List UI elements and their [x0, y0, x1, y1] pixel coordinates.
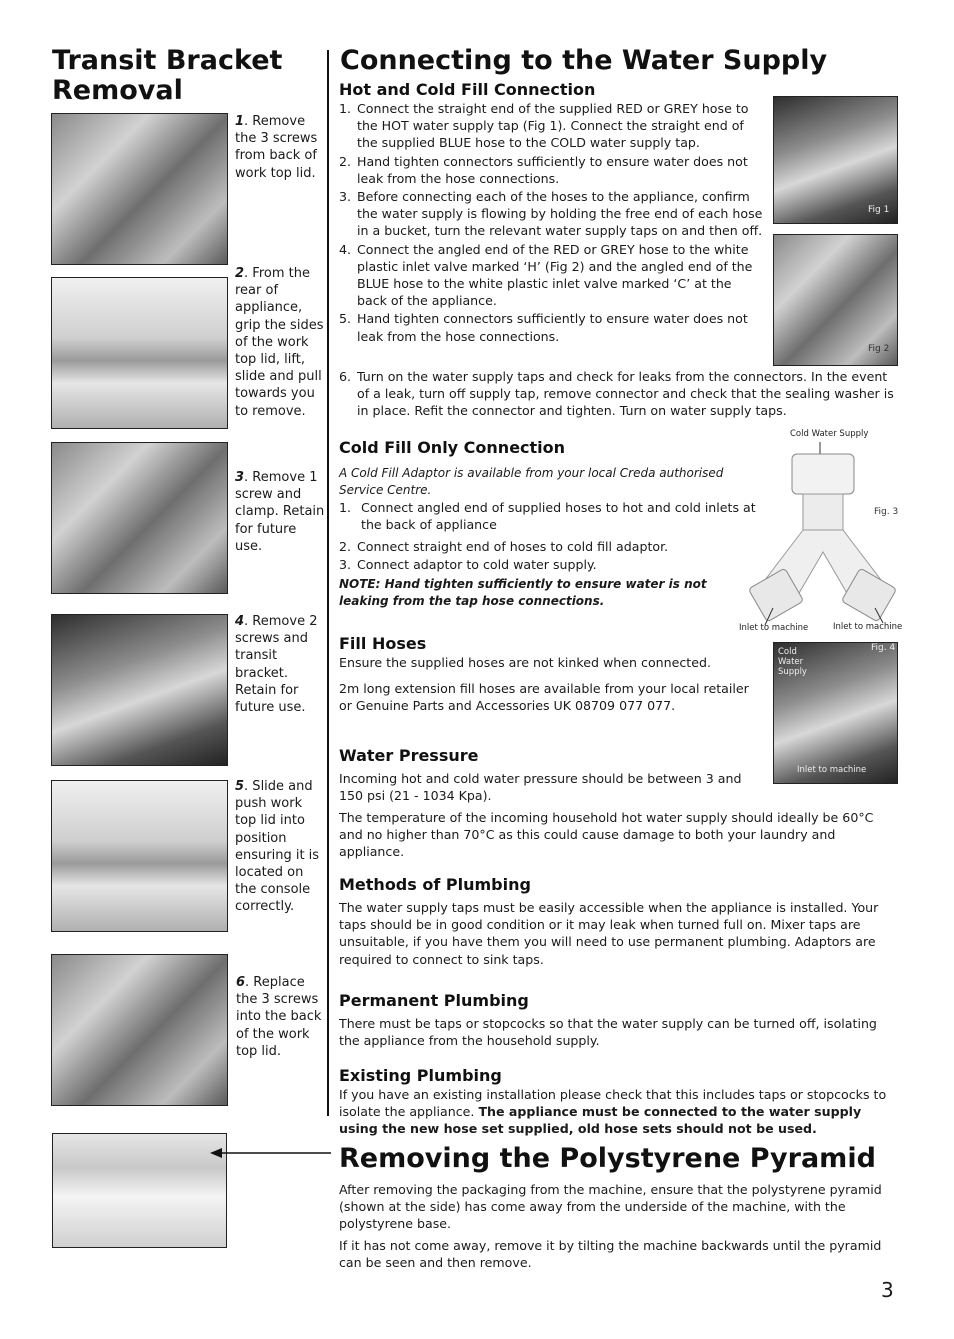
fig2-label: Fig 2	[868, 344, 890, 354]
fig3-left-label: Inlet to machine	[739, 623, 809, 633]
list-item: 6. Turn on the water supply taps and check for leaks from the connectors. In the event of a leak, turn off supply tap, remove connector and check that the sealing washer is in place. Refit the connector and tighten. Turn on water supply taps.	[339, 369, 894, 419]
fig4-cold-label: Cold Water Supply	[778, 647, 807, 677]
pyramid-p2: If it has not come away, remove it by tilting the machine backwards until the pyramid can be seen and then remove.	[339, 1238, 882, 1271]
step-4-text: 4. Remove 2 screws and transit bracket. Retain for future use.	[235, 614, 318, 716]
step-3-text: 3. Remove 1 screw and clamp. Retain for future use.	[235, 470, 325, 554]
list-item: 1. Connect angled end of supplied hoses to hot and cold inlets at the back of appliance	[339, 500, 756, 533]
list-item: 3. Before connecting each of the hoses to the appliance, confirm the water supply is flowing by holding the free end of each hose in a bucket, turn the relevant water supply taps on and then off.	[339, 189, 763, 239]
list-item: 2. Hand tighten connectors sufficiently to ensure water does not leak from the hose connections.	[339, 153, 748, 186]
step-1-photo	[51, 113, 228, 265]
list-item: 1. Connect the straight end of the supplied RED or GREY hose to the HOT water supply tap (Fig 1). Connect the straight end of the supplied BLUE hose to the COLD water supply tap.	[339, 101, 749, 151]
step-6-photo	[51, 954, 228, 1106]
list-item: 4. Connect the angled end of the RED or GREY hose to the white plastic inlet valve marked ‘H’ (Fig 2) and the angled end of the BLUE hose to the white plastic inlet valve marked ‘C’ at the back of the appliance.	[339, 241, 753, 309]
fig4-label: Fig. 4	[871, 643, 896, 653]
existing-p1: If you have an existing installation please check that this includes taps or stopcocks to isolate the appliance. The appliance must be connected to the water supply using the new hose set supplied, old hose sets should not be used.	[339, 1087, 887, 1137]
fig3-adaptor-illustration	[735, 440, 903, 635]
fig4-inlet-label: Inlet to machine	[797, 765, 867, 775]
fill-hoses-p2: 2m long extension fill hoses are available from your local retailer or Genuine Parts and Accessories UK 08709 077 077.	[339, 681, 749, 714]
hot-cold-heading: Hot and Cold Fill Connection	[339, 80, 596, 99]
pyramid-photo	[52, 1133, 227, 1248]
fig3-right-label: Inlet to machine	[833, 622, 903, 632]
step-2-text: 2. From the rear of appliance, grip the sides of the work top lid, lift, slide and pull towards you to remove.	[235, 266, 324, 419]
water-pressure-p1: Incoming hot and cold water pressure should be between 3 and 150 psi (21 - 1034 Kpa).	[339, 771, 742, 804]
step-1-text: 1. Remove the 3 screws from back of work top lid.	[235, 114, 318, 181]
step-5-text: 5. Slide and push work top lid into position ensuring it is located on the console correctly.	[235, 779, 320, 915]
existing-heading: Existing Plumbing	[339, 1066, 502, 1085]
step-3-photo	[51, 442, 228, 594]
step-6-text: 6. Replace the 3 screws into the back of the work top lid.	[236, 975, 322, 1059]
fig1-label: Fig 1	[868, 205, 890, 215]
methods-p1: The water supply taps must be easily accessible when the appliance is installed. Your taps should be in good condition or it may leak when turned full on. Mixer taps are unsuitable, if you have them you will need to use permanent plumbing. Adaptors are required to connect to sink taps.	[339, 900, 879, 967]
fig3-label: Fig. 3	[874, 507, 899, 517]
pyramid-p1: After removing the packaging from the machine, ensure that the polystyrene pyramid (shown at the side) has come away from the underside of the machine, with the polystyrene base.	[339, 1182, 882, 1232]
fill-hoses-heading: Fill Hoses	[339, 634, 427, 653]
cold-only-heading: Cold Fill Only Connection	[339, 438, 566, 457]
list-item: 5. Hand tighten connectors sufficiently to ensure water does not leak from the hose connections.	[339, 311, 748, 344]
cold-only-note: NOTE: Hand tighten sufficiently to ensure water is not leaking from the tap hose connections.	[339, 577, 707, 609]
hot-cold-list	[339, 100, 764, 345]
fig3-top-label: Cold Water Supply	[790, 429, 869, 439]
cold-only-list	[339, 499, 759, 573]
step-2-photo	[51, 277, 228, 429]
permanent-p1: There must be taps or stopcocks so that the water supply can be turned off, isolating the appliance from the household supply.	[339, 1016, 877, 1049]
cold-only-intro: A Cold Fill Adaptor is available from your local Creda authorised Service Centre.	[339, 466, 724, 498]
permanent-heading: Permanent Plumbing	[339, 991, 529, 1010]
fill-hoses-p1: Ensure the supplied hoses are not kinked when connected.	[339, 655, 711, 670]
column-divider	[327, 50, 329, 1116]
transit-title: Transit Bracket Removal	[52, 45, 283, 106]
step-5-photo	[51, 780, 228, 932]
methods-heading: Methods of Plumbing	[339, 875, 531, 894]
pyramid-title: Removing the Polystyrene Pyramid	[339, 1143, 876, 1174]
hot-cold-list-cont	[339, 368, 899, 420]
water-supply-title: Connecting to the Water Supply	[340, 45, 828, 76]
water-pressure-heading: Water Pressure	[339, 746, 479, 765]
step-4-photo	[51, 614, 228, 766]
pyramid-arrow	[208, 1143, 333, 1163]
page-number: 3	[881, 1278, 894, 1302]
list-item: 3. Connect adaptor to cold water supply.	[339, 556, 597, 572]
list-item: 2. Connect straight end of hoses to cold fill adaptor.	[339, 539, 669, 555]
water-pressure-p2: The temperature of the incoming household hot water supply should ideally be 60°C and no higher than 70°C as this could cause damage to both your laundry and appliance.	[339, 810, 874, 860]
